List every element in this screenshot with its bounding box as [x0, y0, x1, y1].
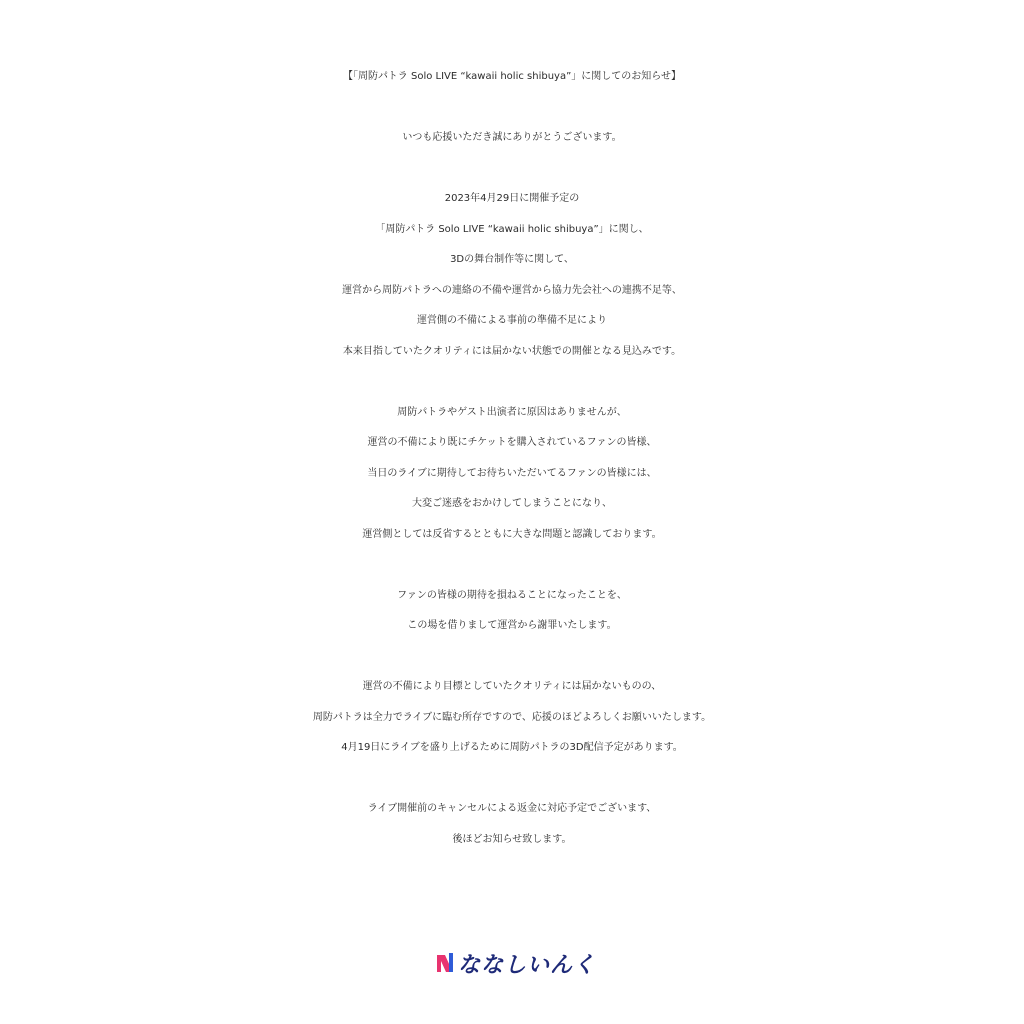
greeting-line: いつも応援いただき誠にありがとうございます。	[402, 132, 622, 143]
paragraph1-line: 運営側の不備による事前の準備不足により	[417, 315, 607, 326]
paragraph5-line: ライブ開催前のキャンセルによる返金に対応予定でございます、	[367, 803, 657, 814]
spacer	[0, 154, 1024, 185]
paragraph1-line: 3Dの舞台制作等に関して、	[450, 254, 574, 265]
paragraph1-line: 本来目指していたクオリティには届かない状態での開催となる見込みです。	[342, 345, 682, 357]
paragraph1-line: 2023年4月29日に開催予定の	[444, 193, 580, 204]
paragraph2-line: 周防パトラやゲスト出演者に原因はありませんが、	[397, 406, 627, 418]
spacer	[0, 93, 1024, 124]
paragraph4-line: 運営の不備により目標としていたクオリティには届かないものの、	[362, 681, 662, 692]
paragraph2-line: 当日のライブに期待してお待ちいただいてるファンの皆様には、	[367, 467, 657, 479]
paragraph3-line: ファンの皆様の期待を損ねることになったことを、	[397, 589, 627, 601]
paragraph2-line: 運営の不備により既にチケットを購入されているファンの皆様、	[367, 437, 657, 448]
spacer	[0, 642, 1024, 673]
n-logo-mark-icon	[436, 952, 454, 974]
notice-title: 【「周防パトラ Solo LIVE “kawaii holic shibuya”」に関してのお知らせ】	[343, 71, 681, 82]
paragraph4-line: 4月19日にライブを盛り上げるために周防パトラの3D配信予定があります。	[341, 742, 683, 753]
spacer	[0, 550, 1024, 581]
spacer	[0, 367, 1024, 398]
nanashi-inc-logo	[436, 948, 596, 978]
paragraph2-line: 運営側としては反省するとともに大きな問題と認識しております。	[362, 528, 662, 540]
logo-text: ななしいんく	[457, 952, 596, 978]
paragraph1-line: 運営から周防パトラへの連絡の不備や運営から協力先会社への連携不足等、	[342, 284, 682, 296]
paragraph2-line: 大変ご迷惑をおかけしてしまうことになり、	[412, 498, 612, 509]
paragraph3-line: この場を借りまして運営から謝罪いたします。	[407, 620, 617, 631]
spacer	[0, 764, 1024, 795]
paragraph1-line: 「周防パトラ Solo LIVE “kawaii holic shibuya”」に関し、	[375, 223, 649, 235]
notice-body	[0, 62, 1024, 855]
paragraph5-line: 後ほどお知らせ致します。	[452, 833, 572, 845]
paragraph4-line: 周防パトラは全力でライブに臨む所存ですので、応援のほどよろしくお願いいたします。	[312, 711, 712, 723]
